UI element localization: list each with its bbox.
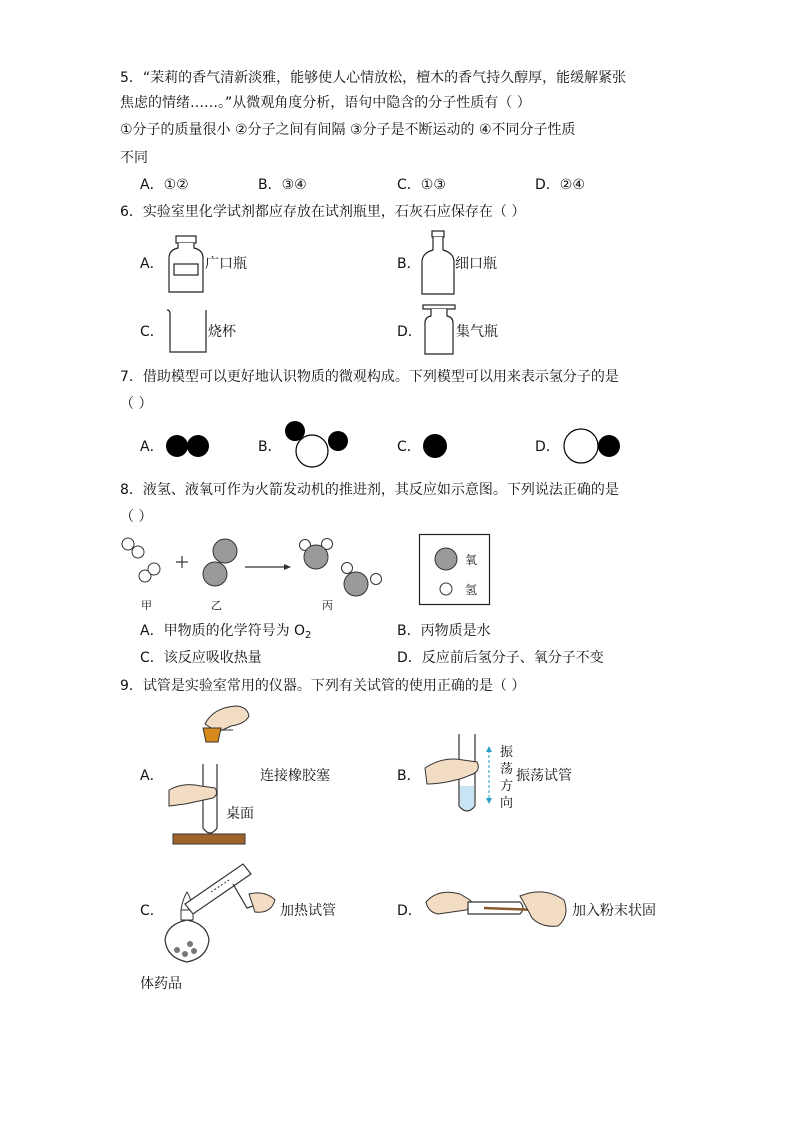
q7-option-b-letter[interactable]: B．: [258, 439, 282, 455]
white-black-atoms-model: [561, 427, 625, 465]
q5-option-b[interactable]: B．③④: [258, 177, 307, 193]
q8-option-d[interactable]: D．反应前后氢分子、氧分子不变: [397, 650, 604, 666]
q5-statements-cont: 不同: [120, 150, 148, 166]
q5-stem-line2: 焦虑的情绪……。”从微观角度分析，语句中隐含的分子性质有（ ）: [120, 95, 531, 111]
q7-option-d-letter[interactable]: D．: [535, 439, 560, 455]
shake-direction-char-2: 荡: [500, 762, 514, 777]
legend-oxygen-label: 氧: [465, 553, 478, 567]
wide-mouth-bottle-icon: [166, 234, 206, 294]
q7-stem: 7．借助模型可以更好地认识物质的微观构成。下列模型可以用来表示氢分子的是: [120, 369, 619, 385]
q8-option-a[interactable]: [140, 621, 311, 646]
q5-statements: ①分子的质量很小 ②分子之间有间隔 ③分子是不断运动的 ④不同分子性质: [120, 122, 576, 138]
q6-stem: 6．实验室里化学试剂都应存放在试剂瓶里，石灰石应保存在（ ）: [120, 204, 526, 220]
q9-option-a-letter[interactable]: A．: [140, 768, 164, 784]
two-black-atoms-model: [165, 433, 213, 459]
q7-option-a-letter[interactable]: A．: [140, 439, 164, 455]
q8-option-a-subscript: 2: [305, 630, 312, 641]
q9-option-c-label: 加热试管: [280, 903, 336, 919]
q6-option-a-letter[interactable]: A．: [140, 256, 164, 272]
q8-stem: 8．液氢、液氧可作为火箭发动机的推进剂，其反应如示意图。下列说法正确的是: [120, 482, 619, 498]
q5-option-c[interactable]: C．①③: [397, 177, 446, 193]
gas-jar-icon: [423, 304, 457, 356]
q6-option-d-label: 集气瓶: [456, 324, 498, 340]
q5-stem-line1: 5．“茉莉的香气清新淡雅，能够使人心情放松，檀木的香气持久醇厚，能缓解紧张: [120, 70, 627, 86]
heating-test-tube-illustration: [163, 854, 278, 966]
legend-hydrogen-label: 氢: [465, 583, 478, 597]
single-black-atom-model: [421, 433, 451, 459]
water-molecule-model: [282, 420, 350, 470]
q9-option-b-label: 振荡试管: [516, 768, 572, 784]
q5-option-d[interactable]: D．②④: [535, 177, 585, 193]
test-tube-stopper-illustration: [165, 702, 260, 847]
product-label-bing: 丙: [322, 599, 333, 612]
q9-option-a-label: 连接橡胶塞: [260, 768, 330, 784]
q7-paren: （ ）: [120, 396, 153, 412]
reaction-diagram: [115, 530, 395, 610]
adding-powder-illustration: [424, 880, 572, 936]
reactant-label-yi: 乙: [211, 599, 222, 612]
shaking-test-tube-illustration: [423, 732, 499, 816]
q8-option-a-text: A．甲物质的化学符号为 O: [140, 623, 306, 639]
q9-option-d-label: 加入粉末状固: [572, 903, 656, 919]
q6-option-d-letter[interactable]: D．: [397, 324, 422, 340]
beaker-icon: [166, 308, 208, 354]
q9-stem: 9．试管是实验室常用的仪器。下列有关试管的使用正确的是（ ）: [120, 678, 526, 694]
q8-paren: （ ）: [120, 509, 153, 525]
q6-option-a-label: 广口瓶: [205, 256, 247, 272]
q9-option-c-letter[interactable]: C．: [140, 903, 164, 919]
q8-option-c[interactable]: C．该反应吸收热量: [140, 650, 262, 666]
q7-option-c-letter[interactable]: C．: [397, 439, 421, 455]
q6-option-b-letter[interactable]: B．: [397, 256, 421, 272]
q6-option-b-label: 细口瓶: [455, 256, 497, 272]
q6-option-c-letter[interactable]: C．: [140, 324, 164, 340]
q9-option-a-desk-label: 桌面: [226, 806, 254, 822]
q6-option-c-label: 烧杯: [208, 324, 236, 340]
shake-direction-char-1: 振: [500, 745, 514, 760]
reactant-label-jia: 甲: [141, 599, 152, 612]
q9-option-b-letter[interactable]: B．: [397, 768, 421, 784]
q5-option-a[interactable]: A．①②: [140, 177, 189, 193]
shake-direction-char-3: 方: [500, 779, 514, 794]
atom-legend-box: [419, 534, 491, 606]
q8-option-b[interactable]: B．丙物质是水: [397, 623, 491, 639]
q9-option-d-letter[interactable]: D．: [397, 903, 422, 919]
shake-direction-char-4: 向: [500, 796, 514, 811]
narrow-mouth-bottle-icon: [420, 230, 456, 296]
q9-option-d-label-cont: 体药品: [140, 976, 182, 992]
